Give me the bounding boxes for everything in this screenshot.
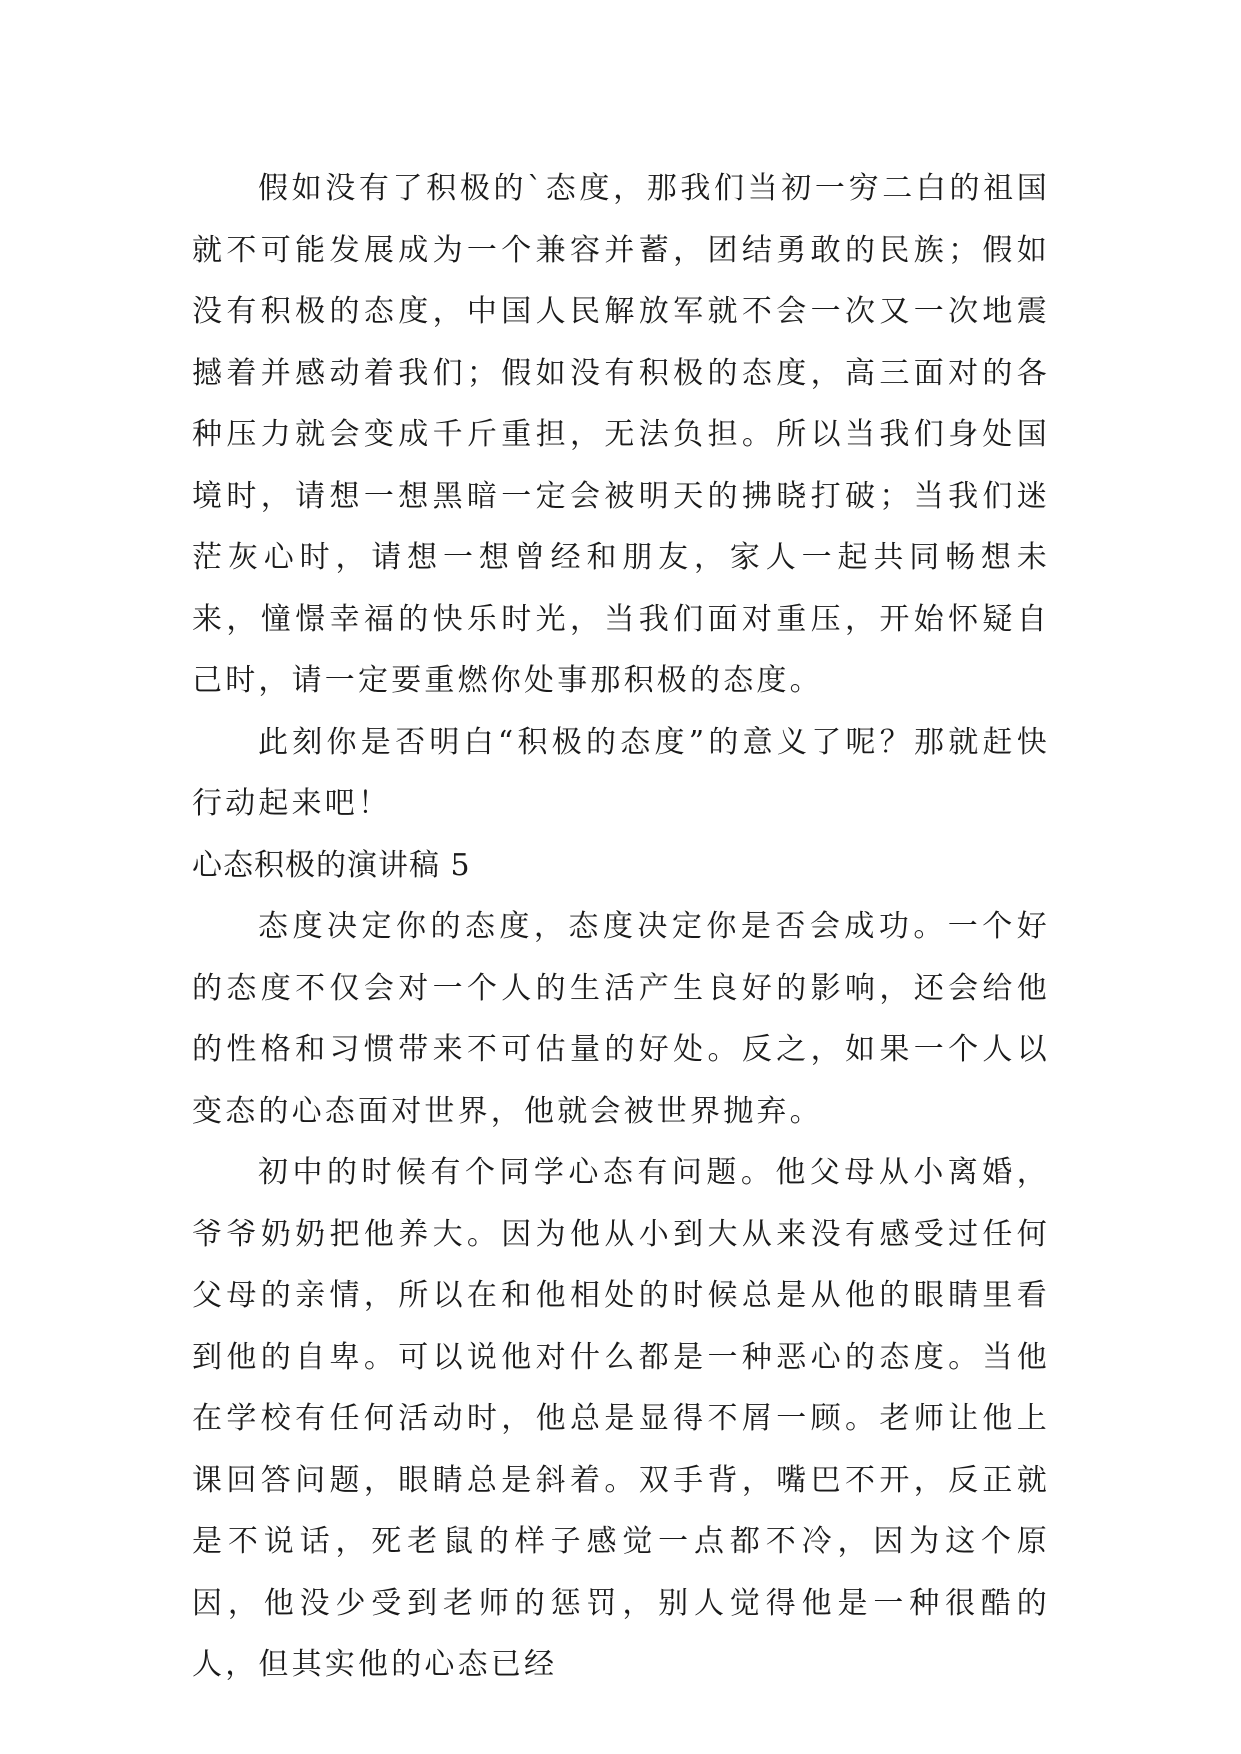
paragraph-classmate-story: 初中的时候有个同学心态有问题。他父母从小离婚，爷爷奶奶把他养大。因为他从小到大从来没有感受过任何父母的亲情，所以在和他相处的时候总是从他的眼睛里看到他的自卑。可以说他对什么都是一种恶心的态度。当他在学校有任何活动时，他总是显得不屑一顾。老师让他上课回答问题，眼睛总是斜着。双手背，嘴巴不开，反正就是不说话，死老鼠的样子感觉一点都不冷，因为这个原因，他没少受到老师的惩罚，别人觉得他是一种很酷的人，但其实他的心态已经 xyxy=(192,1155,1050,1682)
document-body xyxy=(192,158,1050,1696)
paragraph-call-to-action: 此刻你是否明白“积极的态度”的意义了呢？那就赶快行动起来吧！ xyxy=(192,724,1050,821)
paragraph-attitude-decides: 态度决定你的态度，态度决定你是否会成功。一个好的态度不仅会对一个人的生活产生良好的影响，还会给他的性格和习惯带来不可估量的好处。反之，如果一个人以变态的心态面对世界，他就会被世界抛弃。 xyxy=(192,909,1050,1129)
section-heading: 心态积极的演讲稿 5 xyxy=(192,847,471,883)
paragraph-positive-attitude: 假如没有了积极的`态度，那我们当初一穷二白的祖国就不可能发展成为一个兼容并蓄，团结勇敢的民族；假如没有积极的态度，中国人民解放军就不会一次又一次地震撼着并感动着我们；假如没有积极的态度，高三面对的各种压力就会变成千斤重担，无法负担。所以当我们身处国境时，请想一想黑暗一定会被明天的拂晓打破；当我们迷茫灰心时，请想一想曾经和朋友，家人一起共同畅想未来，憧憬幸福的快乐时光，当我们面对重压，开始怀疑自己时，请一定要重燃你处事那积极的态度。 xyxy=(192,171,1050,698)
